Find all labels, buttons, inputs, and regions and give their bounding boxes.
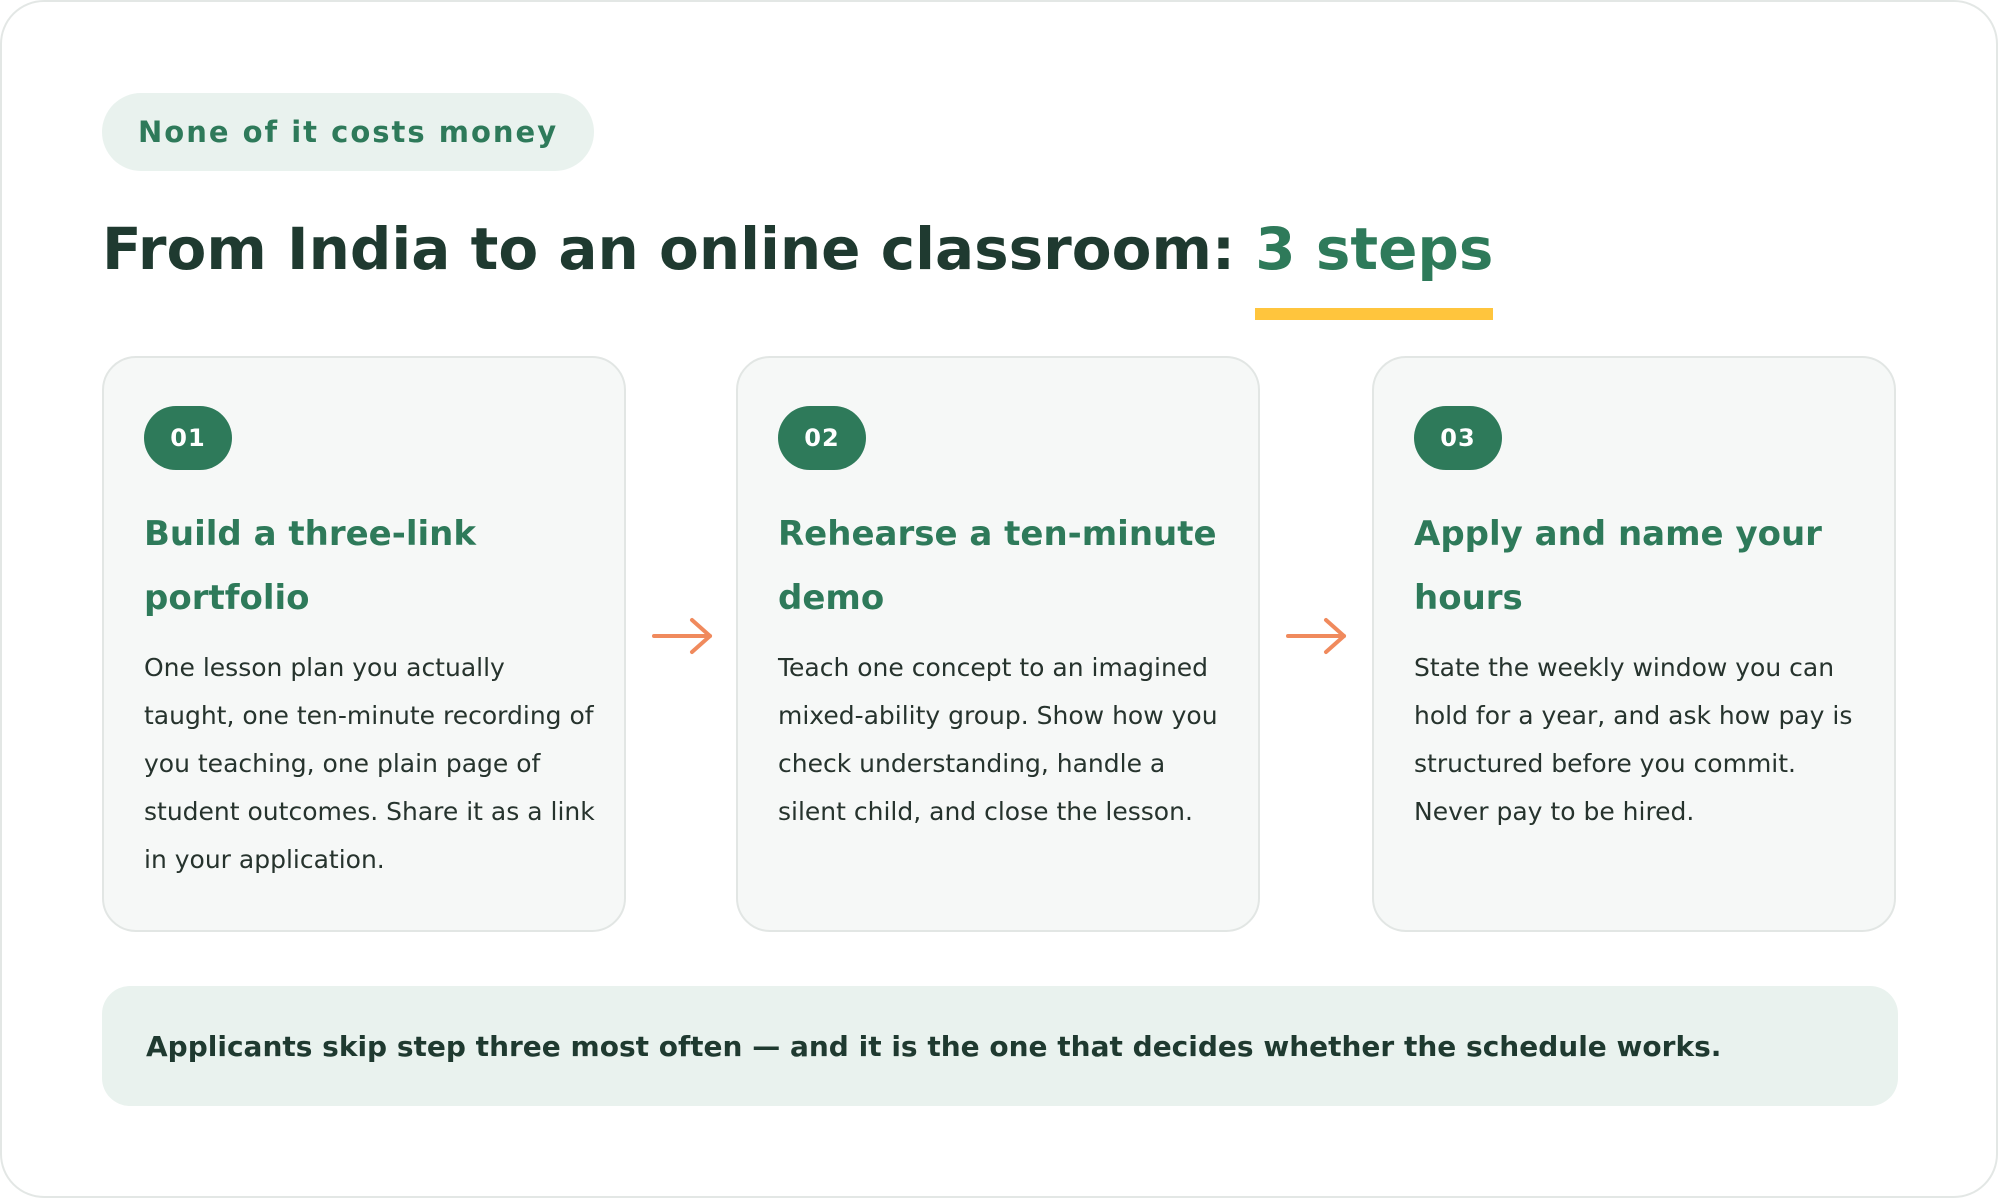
step-title: Build a three-link portfolio [144,514,476,618]
step-title: Apply and name your hours [1414,514,1822,618]
page-title [102,210,1493,288]
step-number-badge: 03 [1414,406,1502,470]
step-number-badge: 02 [778,406,866,470]
title-main: From India to an online classroom: [102,215,1256,283]
callout-banner [102,986,1898,1106]
step-card-3 [1372,356,1896,932]
arrow-right-icon [1286,612,1350,660]
eyebrow-pill [102,93,594,171]
step-number-badge: 01 [144,406,232,470]
step-card-1 [102,356,626,932]
step-description: One lesson plan you actually taught, one ten-minute recording of you teaching, one plain page of student outcomes. Share it as a link in your application. [144,653,595,874]
step-description: State the weekly window you can hold for a year, and ask how pay is structured before you commit. Never pay to be hired. [1414,653,1853,826]
step-title: Rehearse a ten-minute demo [778,514,1217,618]
title-accent-underline [1255,308,1493,320]
title-accent-text: 3 steps [1255,215,1494,283]
step-card-2 [736,356,1260,932]
title-accent [1255,210,1493,288]
arrow-right-icon [652,612,716,660]
step-description: Teach one concept to an imagined mixed-ability group. Show how you check understanding, handle a silent child, and close the lesson. [778,653,1218,826]
eyebrow-text: None of it costs money [138,115,559,149]
callout-text: Applicants skip step three most often — and it is the one that decides whether the schedule works. [146,1029,1722,1063]
